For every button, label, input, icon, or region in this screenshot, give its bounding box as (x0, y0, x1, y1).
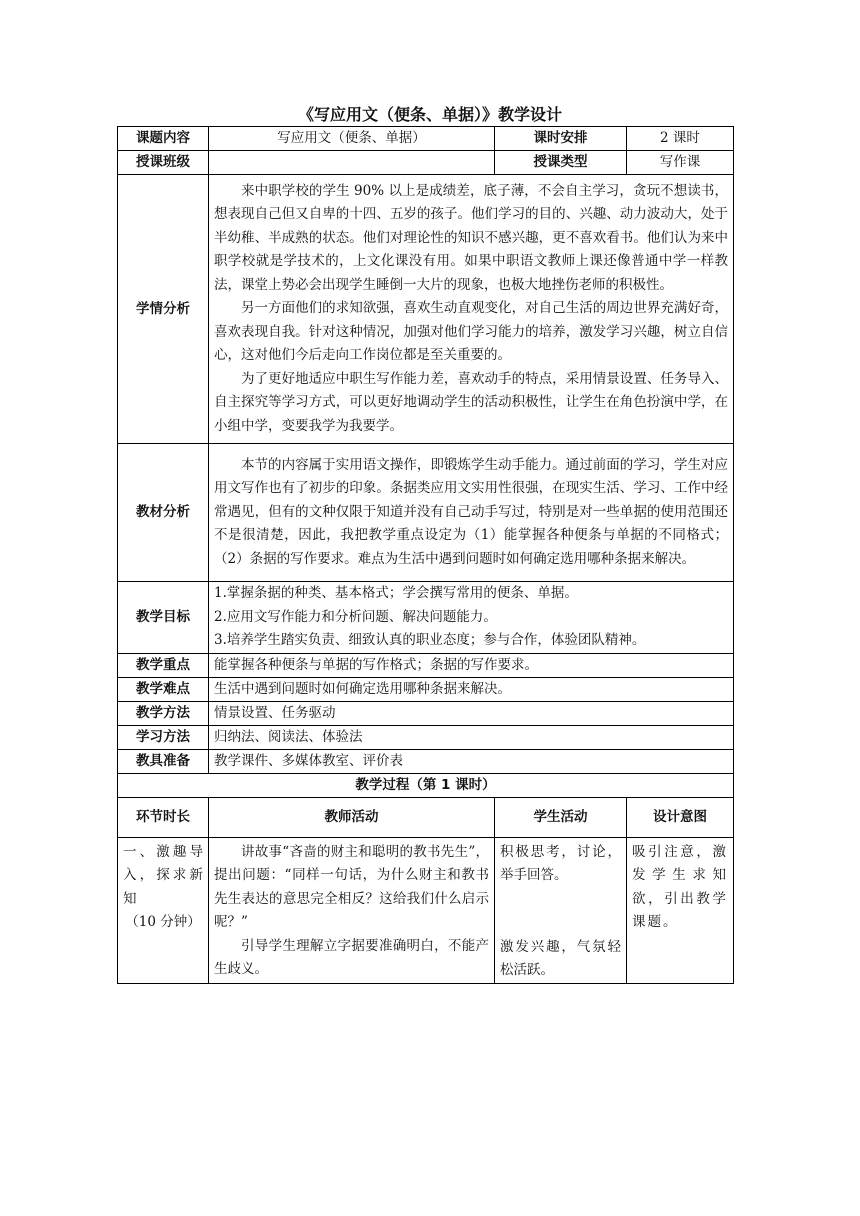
header-student: 学生活动 (495, 797, 627, 837)
value-teaching-methods: 情景设置、任务驱动 (209, 701, 734, 725)
row-student-analysis (118, 175, 734, 444)
step1-student-p1: 积极思考，讨论，举手回答。 (500, 843, 621, 883)
step1-duration: （10 分钟） (125, 914, 201, 930)
objective-item: 1.掌握条据的种类、基本格式；学会撰写常用的便条、单据。 (214, 585, 578, 601)
row-material-analysis (118, 444, 734, 582)
student-analysis-p2: 另一方面他们的求知欲强，喜欢生动直观变化，对自己生活的周边世界充满好奇，喜欢表现自我。针对这种情况，加强对他们学习能力的培养，激发学习兴趣，树立自信心，这对他们今后走向工作岗位都是至关重要的。 (214, 300, 728, 364)
student-analysis-p3: 为了更好地适应中职生写作能力差，喜欢动手的特点，采用情景设置、任务导入、自主探究等学习方式，可以更好地调动学生的活动积极性，让学生在角色扮演中学，在小组中学，变要我学为我要学。 (214, 370, 728, 434)
content-objectives (209, 582, 734, 654)
step1-stage-name: 一、激趣导入，探求新知 (123, 843, 203, 907)
value-class (209, 151, 495, 175)
value-topic: 写应用文（便条、单据） (209, 127, 495, 151)
label-material-analysis: 教材分析 (118, 444, 209, 582)
step1-intent (627, 837, 734, 983)
label-type: 授课类型 (495, 151, 627, 175)
row-difficulties (118, 677, 734, 701)
objective-item: 3.培养学生踏实负责、细致认真的职业态度；参与合作，体验团队精神。 (214, 632, 646, 648)
row-teaching-methods (118, 701, 734, 725)
content-material-analysis (209, 444, 734, 582)
row-topic (118, 127, 734, 151)
step1-intent-text: 吸引注意，激发学生求知欲，引出教学课题。 (632, 843, 728, 930)
spacer (500, 888, 621, 936)
header-teacher: 教师活动 (209, 797, 495, 837)
process-title: 教学过程（第 1 课时） (118, 773, 734, 797)
value-difficulties: 生活中遇到问题时如何确定选用哪种条据来解决。 (209, 677, 734, 701)
label-hours: 课时安排 (495, 127, 627, 151)
material-analysis-p1: 本节的内容属于实用语文操作，即锻炼学生动手能力。通过前面的学习，学生对应用文写作也有了初步的印象。条据类应用文实用性很强，在现实生活、学习、工作中经常遇见，但有的文种仅限于知道并没有自己动手写过，特别是对一些单据的使用范围还不是很清楚，因此，我把教学重点设定为（1）能掌握各种便条与单据的不同格式；（2）条据的写作要求。难点为生活中遇到问题时如何确定选用哪种条据来解决。 (214, 456, 728, 567)
step1-student-p2: 激发兴趣，气氛轻松活跃。 (500, 938, 621, 978)
value-hours: 2 课时 (627, 127, 734, 151)
label-key-points: 教学重点 (118, 653, 209, 677)
row-teaching-aids (118, 749, 734, 773)
header-stage: 环节时长 (118, 797, 209, 837)
step1-teacher (209, 837, 495, 983)
value-teaching-aids: 教学课件、多媒体教室、评价表 (209, 749, 734, 773)
header-intent: 设计意图 (627, 797, 734, 837)
lesson-plan-table (117, 126, 734, 984)
value-type: 写作课 (627, 151, 734, 175)
objective-item: 2.应用文写作能力和分析问题、解决问题能力。 (214, 608, 497, 625)
content-student-analysis (209, 175, 734, 444)
label-student-analysis: 学情分析 (118, 175, 209, 444)
label-learning-methods: 学习方法 (118, 725, 209, 749)
label-objectives: 教学目标 (118, 582, 209, 654)
value-key-points: 能掌握各种便条与单据的写作格式；条据的写作要求。 (209, 653, 734, 677)
step1-student (495, 837, 627, 983)
label-class: 授课班级 (118, 151, 209, 175)
row-process-title (118, 773, 734, 797)
document-title: 《写应用文（便条、单据）》教学设计 (297, 105, 562, 124)
step1-teacher-p1: 讲故事“吝啬的财主和聪明的教书先生”，提出问题：“同样一句话，为什么财主和教书先生表达的意思完全相反？这给我们什么启示呢？” (214, 843, 489, 930)
value-learning-methods: 归纳法、阅读法、体验法 (209, 725, 734, 749)
row-class (118, 151, 734, 175)
row-step-1 (118, 837, 734, 983)
step1-teacher-p2: 引导学生理解立字据要准确明白，不能产生歧义。 (214, 937, 489, 977)
row-key-points (118, 653, 734, 677)
student-analysis-p1: 来中职学校的学生 90% 以上是成绩差，底子薄，不会自主学习，贪玩不想读书，想表现自己但又自卑的十四、五岁的孩子。他们学习的目的、兴趣、动力波动大，处于半幼稚、半成熟的状态。他们对理论性的知识不感兴趣，更不喜欢看书。他们认为来中职学校就是学技术的，上文化课没有用。如果中职语文教师上课还像普通中学一样教法，课堂上势必会出现学生睡倒一大片的现象，也极大地挫伤老师的积极性。 (214, 182, 728, 293)
label-topic: 课题内容 (118, 127, 209, 151)
row-process-headers (118, 797, 734, 837)
step1-stage (118, 837, 209, 983)
row-learning-methods (118, 725, 734, 749)
label-teaching-aids: 教具准备 (118, 749, 209, 773)
label-teaching-methods: 教学方法 (118, 701, 209, 725)
row-objectives (118, 582, 734, 654)
label-difficulties: 教学难点 (118, 677, 209, 701)
